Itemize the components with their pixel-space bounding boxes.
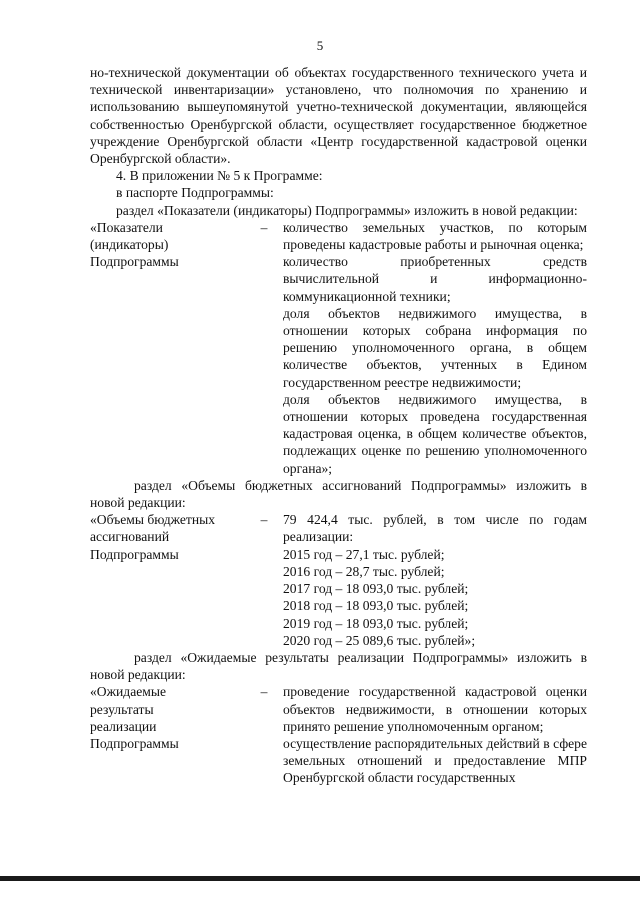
scan-edge-bar xyxy=(0,876,640,881)
indicator-item: количество земельных участков, по которым проведены кадастровые работы и рыночная оценка; xyxy=(283,219,587,253)
results-label: «Ожидаемые результаты реализации Подпрограммы xyxy=(90,684,179,751)
budget-year: 2016 год – 28,7 тыс. рублей; xyxy=(283,563,445,579)
indicators-values xyxy=(283,219,587,477)
document-body xyxy=(90,64,587,787)
results-dash: – xyxy=(260,684,268,700)
page-number: 5 xyxy=(316,38,324,53)
indicator-item: доля объектов недвижимого имущества, в отношении которых проведена государственная кадастровая оценка, в общем количестве объектов, подлежащих оценке по решению уполномоченного органа»; xyxy=(283,391,587,476)
budget-row xyxy=(90,511,587,649)
section2-intro: раздел «Объемы бюджетных ассигнований Подпрограммы» изложить в новой редакции: xyxy=(90,477,587,511)
section3-intro: раздел «Ожидаемые результаты реализации Подпрограммы» изложить в новой редакции: xyxy=(90,649,587,683)
section1-intro: раздел «Показатели (индикаторы) Подпрограммы» изложить в новой редакции: xyxy=(116,202,578,218)
results-row xyxy=(90,683,587,786)
indicator-item: доля объектов недвижимого имущества, в отношении которых собрана информация по решению уполномоченного органа, в общем количестве объектов, учтенных в Едином государственном реестре недвижимости; xyxy=(283,305,587,390)
budget-values xyxy=(283,511,587,649)
results-values xyxy=(283,683,587,786)
indicator-item: количество приобретенных средств вычислительной и информационно-коммуникационной техники; xyxy=(283,254,587,304)
budget-year: 2020 год – 25 089,6 тыс. рублей»; xyxy=(283,632,476,648)
budget-year: 2018 год – 18 093,0 тыс. рублей; xyxy=(283,598,469,614)
budget-year: 2015 год – 27,1 тыс. рублей; xyxy=(283,546,445,562)
indicators-row xyxy=(90,219,587,477)
indicators-label: «Показатели (индикаторы) Подпрограммы xyxy=(90,219,179,270)
budget-dash: – xyxy=(260,512,268,528)
result-item: проведение государственной кадастровой оценки объектов недвижимости, в отношении которых принято решение уполномоченным органом; xyxy=(283,684,587,734)
budget-total: 79 424,4 тыс. рублей, в том числе по годам реализации: xyxy=(283,512,587,545)
indicators-dash: – xyxy=(260,219,268,235)
budget-year: 2019 год – 18 093,0 тыс. рублей; xyxy=(283,615,469,631)
intro-paragraph: но-технической документации об объектах государственного технического учета и технической инвентаризации» установлено, что полномочия по хранению и использованию вышеупомянутой учетно-технической документации, являющейся собственностью Оренбургской области, осуществляет государственное бюджетное учреждение Оренбургской области «Центр государственной кадастровой оценки Оренбургской области». xyxy=(90,65,587,167)
budget-label: «Объемы бюджетных ассигнований Подпрограммы xyxy=(90,512,216,562)
result-item: осуществление распорядительных действий в сфере земельных отношений и предоставление МПР Оренбургской области государственных xyxy=(283,735,587,786)
item-4-heading: 4. В приложении № 5 к Программе: xyxy=(116,168,323,184)
budget-year: 2017 год – 18 093,0 тыс. рублей; xyxy=(283,581,469,597)
passport-line: в паспорте Подпрограммы: xyxy=(116,185,274,201)
